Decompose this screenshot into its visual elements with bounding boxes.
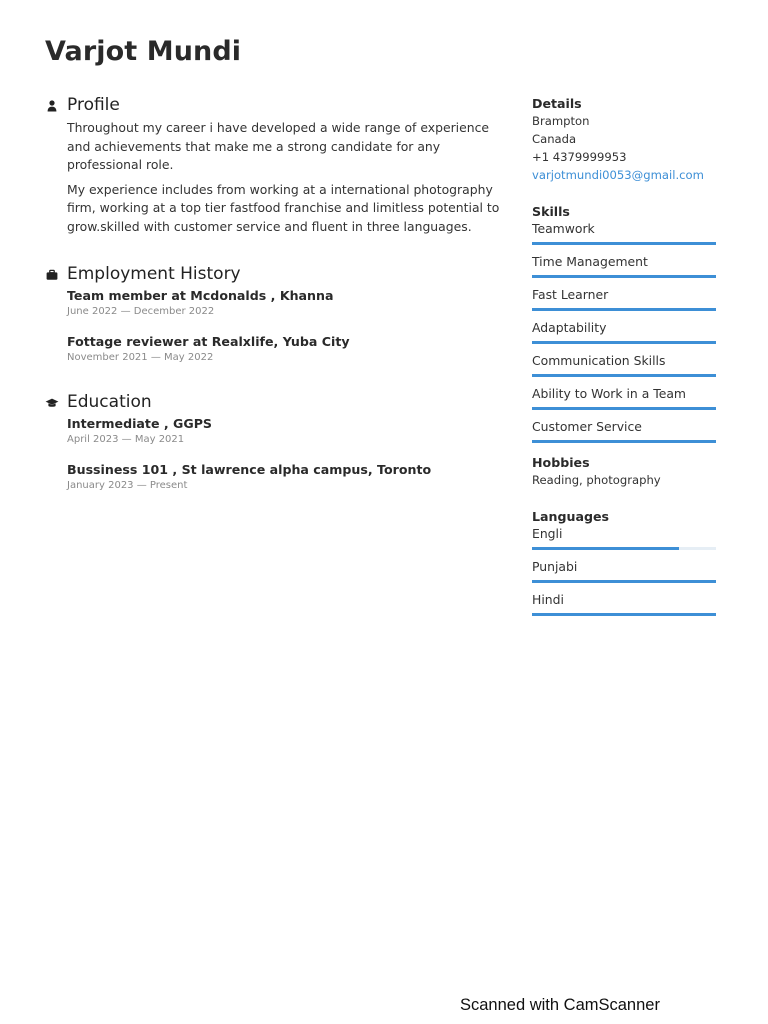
profile-title: Profile bbox=[67, 95, 120, 115]
education-title: Education bbox=[67, 392, 152, 412]
scanner-watermark: Scanned with CamScanner bbox=[460, 996, 660, 1014]
skill-item bbox=[532, 352, 716, 377]
skill-item bbox=[532, 418, 716, 443]
skills-list bbox=[532, 220, 716, 443]
briefcase-icon bbox=[45, 267, 59, 281]
skill-label: Adaptability bbox=[532, 320, 607, 335]
hobbies-text: Reading, photography bbox=[532, 473, 661, 487]
profile-paragraph: Throughout my career i have developed a wide range of experience and achievements that make me a strong candidate for any professional role. bbox=[67, 120, 490, 172]
profile-paragraph: My experience includes from working at a international photography firm, working at a top tier fastfood franchise and limitless potential to grow.skilled with customer service and fluent in three languages. bbox=[67, 181, 500, 234]
candidate-name: Varjot Mundi bbox=[45, 36, 242, 67]
education-entry bbox=[67, 415, 505, 447]
skill-level-track bbox=[532, 308, 716, 311]
skill-level-fill bbox=[532, 407, 716, 410]
education-header bbox=[45, 391, 505, 413]
skill-level-track bbox=[532, 440, 716, 443]
skill-label: Communication Skills bbox=[532, 353, 666, 368]
employment-header bbox=[45, 263, 505, 285]
hobbies-title: Hobbies bbox=[532, 455, 590, 470]
hobbies-section bbox=[532, 455, 716, 489]
skill-item bbox=[532, 286, 716, 311]
job-dates: June 2022 — December 2022 bbox=[67, 306, 215, 317]
skill-level-fill bbox=[532, 341, 716, 344]
language-level-fill bbox=[532, 580, 716, 583]
skill-level-track bbox=[532, 341, 716, 344]
language-level-track bbox=[532, 613, 716, 616]
skill-level-track bbox=[532, 275, 716, 278]
job-title: Fottage reviewer at Realxlife, Yuba City bbox=[67, 334, 350, 349]
language-item bbox=[532, 558, 716, 583]
skill-item bbox=[532, 385, 716, 410]
skill-label: Fast Learner bbox=[532, 287, 609, 302]
language-level-track bbox=[532, 547, 716, 550]
language-item bbox=[532, 525, 716, 550]
languages-title: Languages bbox=[532, 509, 610, 524]
language-label: Engli bbox=[532, 526, 563, 541]
skills-title: Skills bbox=[532, 204, 570, 219]
employment-entry bbox=[67, 287, 505, 319]
skill-label: Ability to Work in a Team bbox=[532, 386, 687, 401]
skill-level-fill bbox=[532, 440, 716, 443]
person-icon bbox=[45, 98, 59, 112]
graduation-cap-icon bbox=[45, 395, 59, 409]
main-column bbox=[45, 94, 505, 493]
skill-label: Time Management bbox=[532, 254, 648, 269]
skill-item bbox=[532, 319, 716, 344]
language-level-fill bbox=[532, 547, 679, 550]
email-link[interactable]: varjotmundi0053@gmail.com bbox=[532, 168, 704, 182]
skill-level-fill bbox=[532, 308, 716, 311]
languages-list bbox=[532, 525, 716, 616]
language-item bbox=[532, 591, 716, 616]
education-dates: April 2023 — May 2021 bbox=[67, 434, 185, 445]
skill-level-fill bbox=[532, 275, 716, 278]
education-section bbox=[45, 391, 505, 493]
details-title: Details bbox=[532, 96, 582, 111]
education-dates: January 2023 — Present bbox=[67, 480, 188, 491]
education-title-line: Bussiness 101 , St lawrence alpha campus, Toronto bbox=[67, 462, 432, 477]
details-city: Brampton bbox=[532, 114, 590, 128]
skill-item bbox=[532, 253, 716, 278]
skill-label: Teamwork bbox=[532, 221, 595, 236]
details-section bbox=[532, 96, 716, 184]
language-level-track bbox=[532, 580, 716, 583]
sidebar-column bbox=[532, 96, 716, 624]
language-level-fill bbox=[532, 613, 716, 616]
language-label: Punjabi bbox=[532, 559, 578, 574]
skill-level-track bbox=[532, 374, 716, 377]
skill-level-track bbox=[532, 242, 716, 245]
education-title-line: Intermediate , GGPS bbox=[67, 416, 213, 431]
job-dates: November 2021 — May 2022 bbox=[67, 352, 214, 363]
skill-level-fill bbox=[532, 242, 716, 245]
employment-entry bbox=[67, 333, 505, 365]
employment-title: Employment History bbox=[67, 264, 241, 284]
skill-level-fill bbox=[532, 374, 716, 377]
skill-label: Customer Service bbox=[532, 419, 642, 434]
education-entry bbox=[67, 461, 505, 493]
skills-section bbox=[532, 204, 716, 443]
job-title: Team member at Mcdonalds , Khanna bbox=[67, 288, 334, 303]
details-country: Canada bbox=[532, 132, 577, 146]
details-phone: +1 4379999953 bbox=[532, 150, 627, 164]
employment-section bbox=[45, 263, 505, 365]
profile-section bbox=[45, 94, 505, 236]
skill-item bbox=[532, 220, 716, 245]
skill-level-track bbox=[532, 407, 716, 410]
language-label: Hindi bbox=[532, 592, 564, 607]
profile-header bbox=[45, 94, 505, 116]
languages-section bbox=[532, 509, 716, 616]
